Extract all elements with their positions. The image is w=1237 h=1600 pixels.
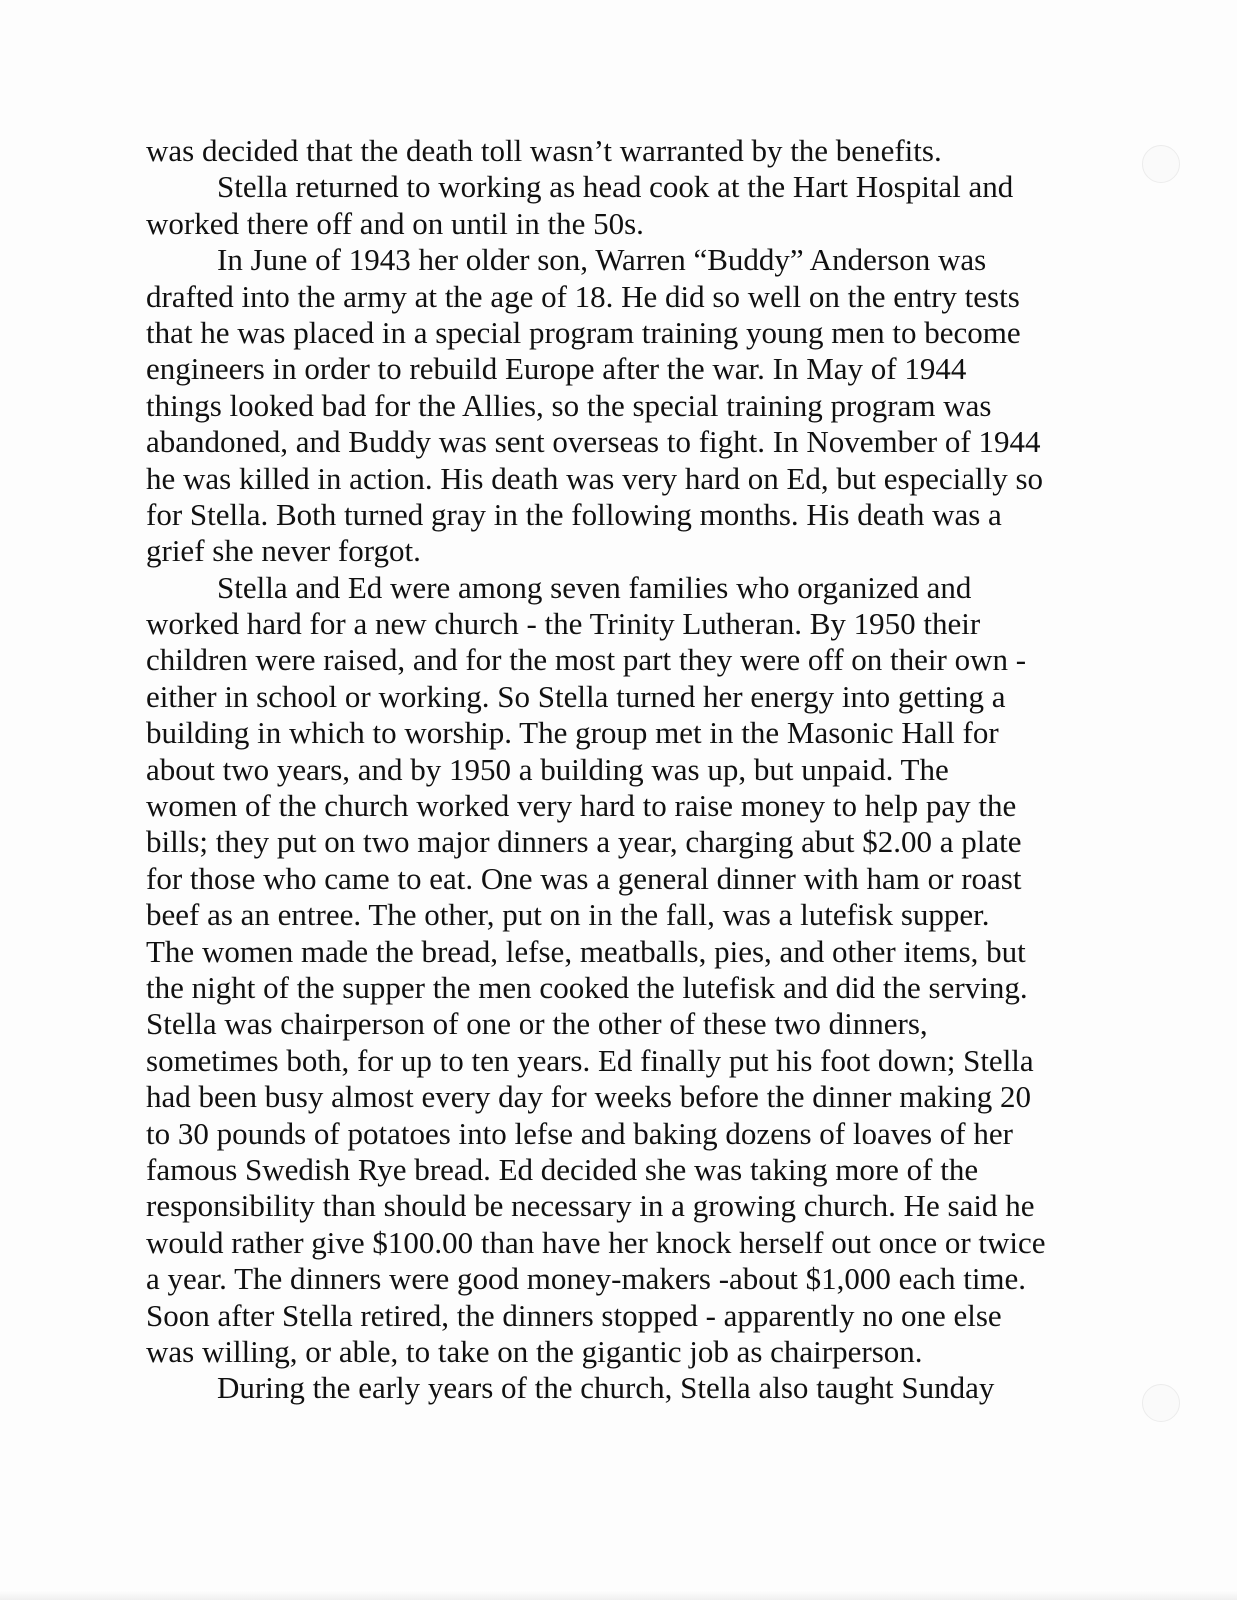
text-line: for Stella. Both turned gray in the following months. His death was a [146, 496, 1002, 532]
text-line: worked there off and on until in the 50s. [146, 205, 644, 241]
text-line: During the early years of the church, Stella also taught Sunday [217, 1370, 995, 1406]
text-line: Stella was chairperson of one or the other of these two dinners, [146, 1006, 928, 1042]
text-line: women of the church worked very hard to raise money to help pay the [146, 788, 1017, 824]
text-line: had been busy almost every day for weeks before the dinner making 20 [146, 1079, 1031, 1115]
text-line: engineers in order to rebuild Europe after the war. In May of 1944 [146, 351, 967, 387]
text-line: famous Swedish Rye bread. Ed decided she was taking more of the [146, 1151, 979, 1187]
text-line: was decided that the death toll wasn’t warranted by the benefits. [146, 133, 942, 168]
punch-hole-bottom [1142, 1384, 1180, 1422]
text-line: abandoned, and Buddy was sent overseas to fight. In November of 1944 [146, 424, 1041, 460]
text-line: for those who came to eat. One was a general dinner with ham or roast [146, 860, 1022, 896]
text-line: things looked bad for the Allies, so the special training program was [146, 387, 992, 423]
text-line: sometimes both, for up to ten years. Ed finally put his foot down; Stella [146, 1042, 1034, 1078]
text-line: would rather give $100.00 than have her knock herself out once or twice [146, 1224, 1046, 1260]
text-line: was willing, or able, to take on the gigantic job as chairperson. [146, 1333, 923, 1369]
text-line: either in school or working. So Stella turned her energy into getting a [146, 678, 1006, 714]
body-text [146, 133, 1086, 1407]
text-line: Stella returned to working as head cook at the Hart Hospital and [217, 169, 1014, 205]
text-line: bills; they put on two major dinners a year, charging abut $2.00 a plate [146, 824, 1022, 860]
text-line: to 30 pounds of potatoes into lefse and baking dozens of loaves of her [146, 1115, 1013, 1151]
text-line: drafted into the army at the age of 18. He did so well on the entry tests [146, 278, 1020, 314]
page-edge [0, 1590, 1237, 1600]
text-line: he was killed in action. His death was very hard on Ed, but especially so [146, 460, 1044, 496]
text-line: Stella and Ed were among seven families who organized and [217, 569, 972, 605]
text-line: building in which to worship. The group met in the Masonic Hall for [146, 715, 999, 751]
text-line: grief she never forgot. [146, 533, 421, 569]
text-line: The women made the bread, lefse, meatballs, pies, and other items, but [146, 933, 1026, 969]
text-line: children were raised, and for the most part they were off on their own - [146, 642, 1027, 678]
text-line: beef as an entree. The other, put on in the fall, was a lutefisk supper. [146, 897, 990, 933]
text-line: In June of 1943 her older son, Warren “Buddy” Anderson was [217, 242, 987, 278]
text-line: the night of the supper the men cooked the lutefisk and did the serving. [146, 969, 1028, 1005]
text-line: a year. The dinners were good money-makers -about $1,000 each time. [146, 1261, 1027, 1297]
text-line: that he was placed in a special program training young men to become [146, 314, 1021, 350]
punch-hole-top [1142, 145, 1180, 183]
text-line: worked hard for a new church - the Trinity Lutheran. By 1950 their [146, 606, 981, 642]
text-line: Soon after Stella retired, the dinners stopped - apparently no one else [146, 1297, 1002, 1333]
text-line: about two years, and by 1950 a building was up, but unpaid. The [146, 751, 949, 787]
text-line: responsibility than should be necessary in a growing church. He said he [146, 1188, 1035, 1224]
